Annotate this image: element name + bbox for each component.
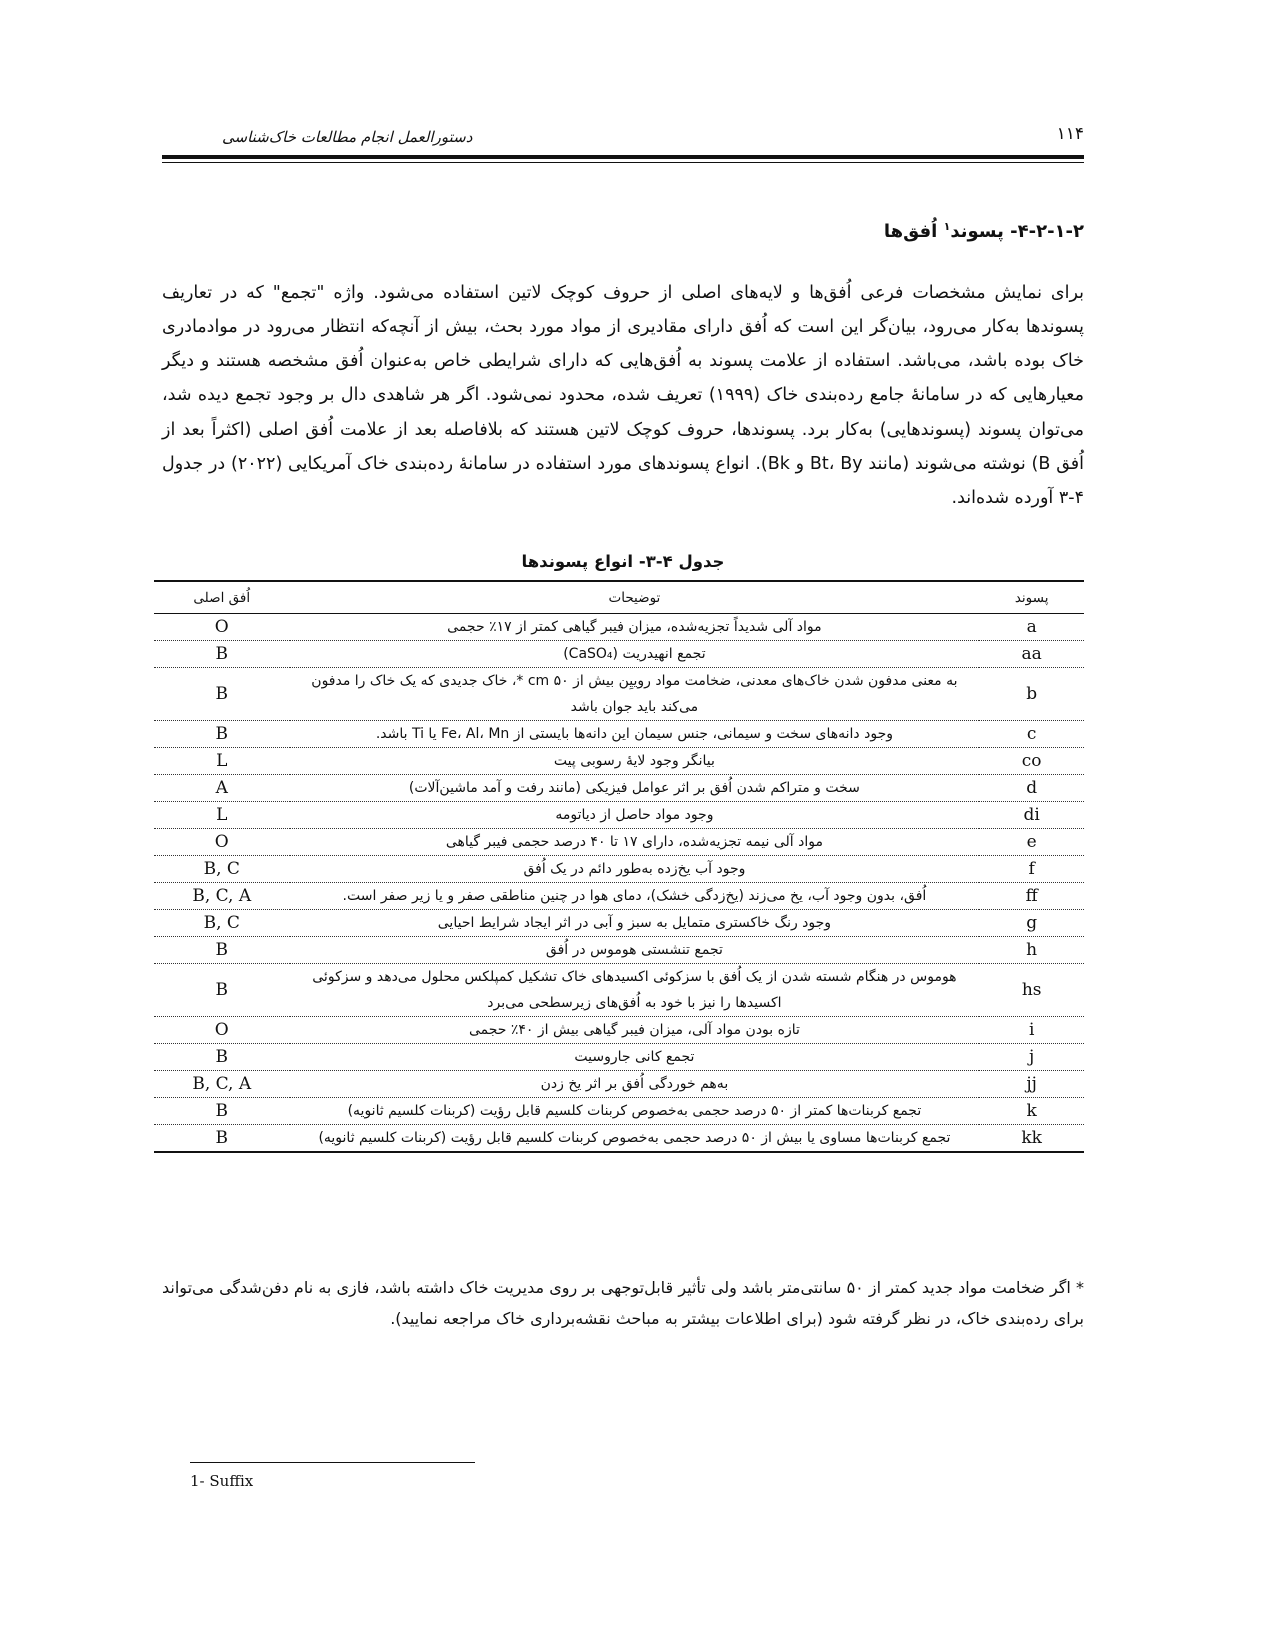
description-cell: سخت و متراکم شدن اُفق بر اثر عوامل فیزیکی (مانند رفت و آمد ماشین‌آلات) (290, 775, 980, 802)
horizon-cell: B, C (154, 910, 290, 937)
suffix-cell: jj (979, 1071, 1084, 1098)
running-title: دستورالعمل انجام مطالعات خاک‌شناسی (222, 128, 473, 146)
horizon-cell: O (154, 614, 290, 641)
description-cell: تجمع کانی جاروسیت (290, 1044, 980, 1071)
horizon-cell: B (154, 1098, 290, 1125)
horizon-cell: L (154, 802, 290, 829)
footnote (190, 1472, 253, 1490)
suffix-table (154, 580, 1084, 1153)
horizon-cell: B, C, A (154, 1071, 290, 1098)
table-row (154, 614, 1084, 641)
suffix-cell: di (979, 802, 1084, 829)
suffix-cell: aa (979, 641, 1084, 668)
suffix-cell: e (979, 829, 1084, 856)
table-row (154, 1125, 1084, 1153)
suffix-cell: k (979, 1098, 1084, 1125)
table-row (154, 910, 1084, 937)
header-main-horizon: اُفق اصلی (154, 581, 290, 614)
horizon-cell: B (154, 721, 290, 748)
horizon-cell: L (154, 748, 290, 775)
section-title: پسوند (950, 221, 1004, 242)
horizon-cell: B (154, 1125, 290, 1153)
description-cell: وجود رنگ خاکستری متمایل به سبز و آبی در اثر ایجاد شرایط احیایی (290, 910, 980, 937)
description-cell: مواد آلی نیمه تجزیه‌شده، دارای ۱۷ تا ۴۰ درصد حجمی فیبر گیاهی (290, 829, 980, 856)
suffix-cell: ff (979, 883, 1084, 910)
footnote-rule (190, 1462, 475, 1463)
suffix-cell: kk (979, 1125, 1084, 1153)
description-cell: به‌هم خوردگی اُفق بر اثر یخ زدن (290, 1071, 980, 1098)
running-header (162, 124, 1084, 160)
table-row (154, 964, 1084, 1017)
table-row (154, 748, 1084, 775)
table-body (154, 614, 1084, 1153)
description-cell: هوموس در هنگام شسته شدن از یک اُفق با سزکوئی اکسیدهای خاک تشکیل کمپلکس محلول می‌دهد و سزکوئی اکسیدها را نیز با خود به اُفق‌های زیرسطحی می‌برد (290, 964, 980, 1017)
footnote-text: Suffix (209, 1472, 254, 1490)
section-heading (884, 220, 1084, 242)
horizon-cell: B, C (154, 856, 290, 883)
suffix-cell: a (979, 614, 1084, 641)
horizon-cell: B (154, 668, 290, 721)
table-row (154, 1071, 1084, 1098)
horizon-cell: B (154, 937, 290, 964)
horizon-cell: B (154, 964, 290, 1017)
description-cell: تجمع کربنات‌ها مساوی یا بیش از ۵۰ درصد حجمی به‌خصوص کربنات کلسیم قابل رؤیت (کربنات کلسیم ثانویه) (290, 1125, 980, 1153)
table-note: * اگر ضخامت مواد جدید کمتر از ۵۰ سانتی‌متر باشد ولی تأثیر قابل‌توجهی بر روی مدیریت خاک داشته باشد، فازی به نام دفن‌شدگی می‌تواند برای رده‌بندی خاک، در نظر گرفته شود (برای اطلاعات بیشتر به مباحث نقشه‌برداری خاک مراجعه نمایید). (162, 1278, 1085, 1328)
description-cell: وجود دانه‌های سخت و سیمانی، جنس سیمان این دانه‌ها بایستی از Fe، Al، Mn یا Ti باشد. (290, 721, 980, 748)
table-row (154, 802, 1084, 829)
suffix-cell: co (979, 748, 1084, 775)
horizon-cell: B (154, 641, 290, 668)
horizon-cell: B, C, A (154, 883, 290, 910)
table-row (154, 937, 1084, 964)
section-title-tail: اُفق‌ها (883, 221, 938, 242)
suffix-cell: b (979, 668, 1084, 721)
table-header-row (154, 581, 1084, 614)
description-cell: مواد آلی شدیداً تجزیه‌شده، میزان فیبر گیاهی کمتر از ۱۷٪ حجمی (290, 614, 980, 641)
description-cell: وجود مواد حاصل از دیاتومه (290, 802, 980, 829)
description-cell: تجمع تنشستی هوموس در اُفق (290, 937, 980, 964)
suffix-cell: h (979, 937, 1084, 964)
header-rule-thin (162, 162, 1084, 163)
horizon-cell: B (154, 1044, 290, 1071)
description-cell: به معنی مدفون شدن خاک‌های معدنی، ضخامت مواد روییِن بیش از ۵۰ cm *، خاک جدیدی که یک خاک را مدفون می‌کند باید جوان باشد (290, 668, 980, 721)
table-row (154, 1044, 1084, 1071)
description-cell: تازه بودن مواد آلی، میزان فیبر گیاهی بیش از ۴۰٪ حجمی (290, 1017, 980, 1044)
horizon-cell: O (154, 1017, 290, 1044)
body-paragraph: برای نمایش مشخصات فرعی اُفق‌ها و لایه‌های اصلی از حروف کوچک لاتین استفاده می‌شود. واژه "تجمع" که در تعاریف پسوندها به‌کار می‌رود، بیان‌گر این است که اُفق دارای مقادیری از مواد مورد بحث، بیش از آنچه‌که انتظار می‌رود در موادمادری خاک بوده باشد، می‌باشد. استفاده از علامت پسوند به اُفق‌هایی که دارای شرایطی خاص به‌عنوان اُفق مشخصه هستند و دیگر معیارهایی که در سامانهٔ جامع رده‌بندی خاک (۱۹۹۹) تعریف شده، محدود نمی‌شود. اگر هر شاهدی دال بر وجود تجمع دیده شد، می‌توان پسوند (پسوندهایی) به‌کار برد. پسوندها، حروف کوچک لاتین هستند که بلافاصله بعد از علامت اُفق اصلی (اکثراً بعد از اُفق B) نوشته می‌شوند (مانند Bt، By و Bk). انواع پسوندهای مورد استفاده در سامانهٔ رده‌بندی خاک آمریکایی (۲۰۲۲) در جدول ۴-۳ آورده شده‌اند. (162, 282, 1085, 509)
description-cell: اُفق، بدون وجود آب، یخ می‌زند (یخ‌زدگی خشک)، دمای هوا در چنین مناطقی صفر و یا زیر صفر است. (290, 883, 980, 910)
description-cell: تجمع انهیدریت (CaSO₄) (290, 641, 980, 668)
table-row (154, 1098, 1084, 1125)
suffix-cell: j (979, 1044, 1084, 1071)
description-cell: بیانگر وجود لایهٔ رسوبی پیت (290, 748, 980, 775)
horizon-cell: O (154, 829, 290, 856)
suffix-cell: d (979, 775, 1084, 802)
horizon-cell: A (154, 775, 290, 802)
page-number: ۱۱۴ (1056, 124, 1084, 144)
table-row (154, 883, 1084, 910)
suffix-cell: c (979, 721, 1084, 748)
table-row (154, 775, 1084, 802)
description-cell: تجمع کربنات‌ها کمتر از ۵۰ درصد حجمی به‌خصوص کربنات کلسیم قابل رؤیت (کربنات کلسیم ثانویه) (290, 1098, 980, 1125)
suffix-cell: hs (979, 964, 1084, 1017)
table-row (154, 641, 1084, 668)
table-row (154, 721, 1084, 748)
table-caption: جدول ۴-۳- انواع پسوندها (521, 552, 725, 571)
table-row (154, 668, 1084, 721)
footnote-marker: ۱ (943, 220, 951, 233)
section-number: ۴-۲-۱-۲- (1010, 221, 1084, 242)
suffix-cell: f (979, 856, 1084, 883)
suffix-cell: g (979, 910, 1084, 937)
suffix-cell: i (979, 1017, 1084, 1044)
table-row (154, 1017, 1084, 1044)
header-suffix: پسوند (979, 581, 1084, 614)
table-row (154, 856, 1084, 883)
header-rule-thick (162, 155, 1084, 159)
description-cell: وجود آب یخ‌زده به‌طور دائم در یک اُفق (290, 856, 980, 883)
table-row (154, 829, 1084, 856)
header-description: توضیحات (290, 581, 980, 614)
footnote-number: 1- (190, 1472, 205, 1490)
